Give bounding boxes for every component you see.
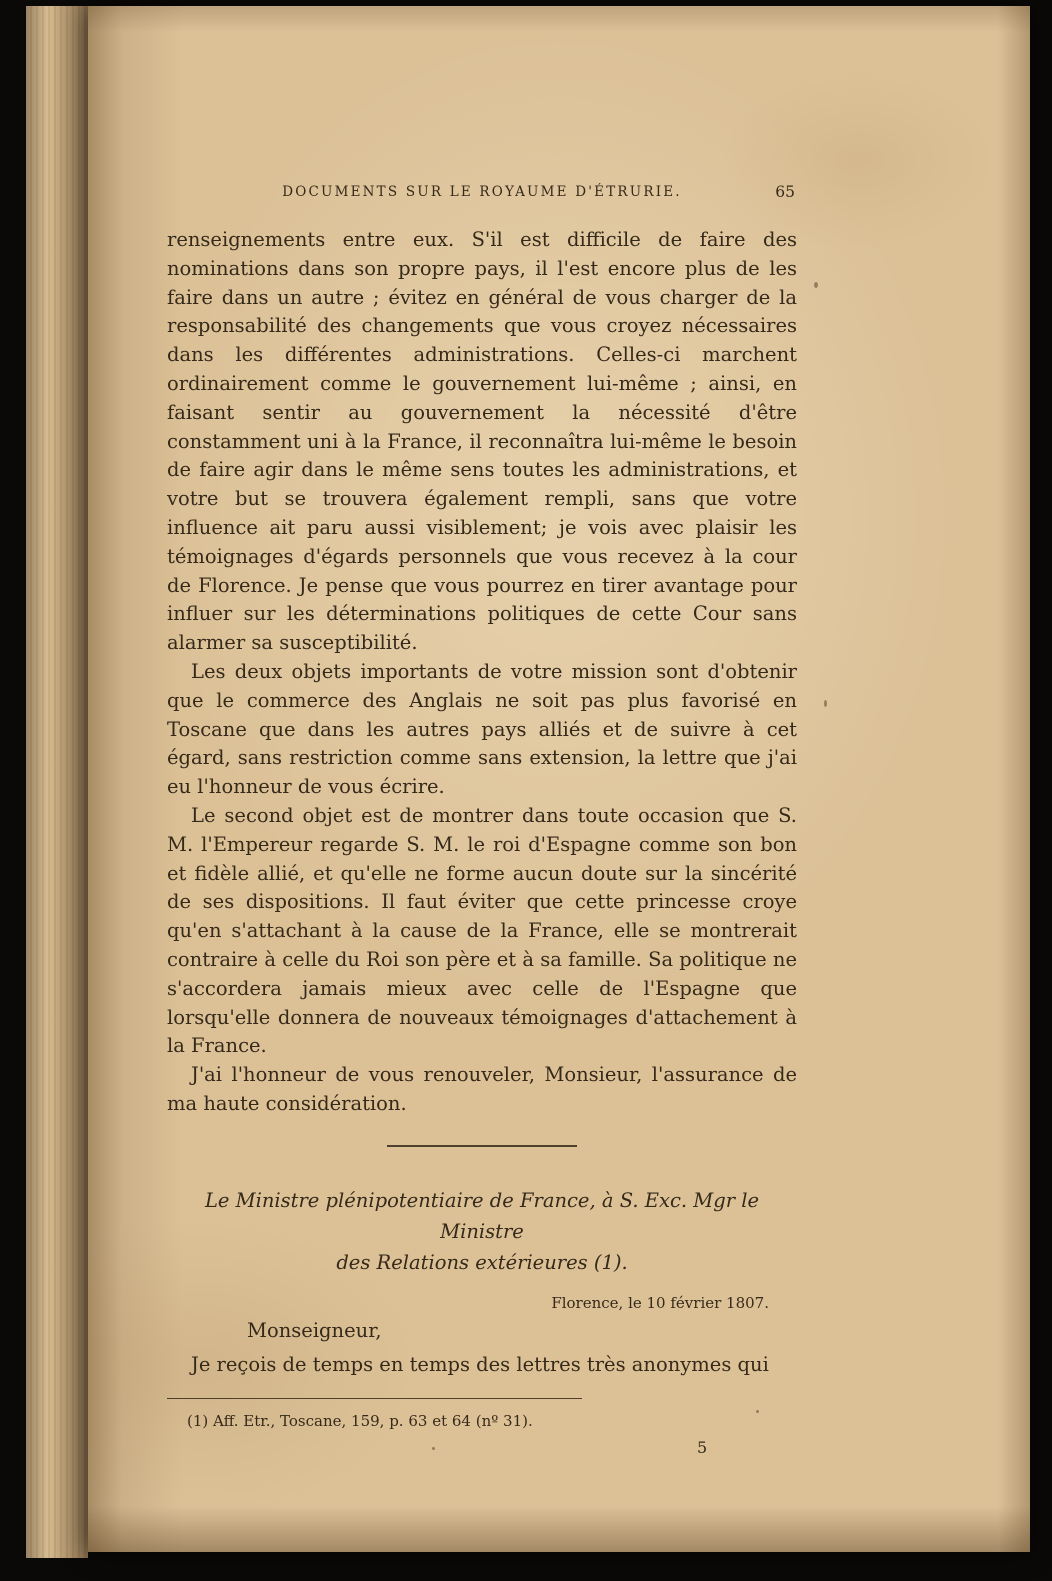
book-page-edges	[26, 6, 88, 1558]
letter-heading-line: Le Ministre plénipotentiaire de France, à S. Exc. Mgr le Ministre	[204, 1188, 760, 1243]
body-paragraph: Le second objet est de montrer dans toute occasion que S. M. l'Empereur regarde S. M. le roi d'Espagne comme son bon et fidèle allié, et qu'elle ne forme aucun doute sur la sincérité de ses dispositions. Il faut éviter que cette princesse croye qu'en s'attachant à la cause de la France, elle se montrerait contraire à celle du Roi son père et à sa famille. Sa politique ne s'accordera jamais mieux avec celle de l'Espagne que lorsqu'elle donnera de nouveaux témoignages d'attachement à la France.	[167, 803, 797, 1058]
scanned-page	[88, 6, 1030, 1552]
paper-speck	[756, 1410, 759, 1413]
letter-opening-line: Je reçois de temps en temps des lettres très anonymes qui	[191, 1352, 769, 1376]
paper-speck	[814, 282, 818, 288]
running-header	[167, 184, 797, 200]
page-number: 65	[775, 183, 795, 201]
letter-heading	[167, 1185, 797, 1278]
paper-speck	[432, 1447, 435, 1450]
body-paragraph: Les deux objets importants de votre mission sont d'obtenir que le commerce des Anglais ne soit pas plus favorisé en Toscane que dans les autres pays alliés et de suivre à cet égard, sans restriction comme sans extension, la lettre que j'ai eu l'honneur de vous écrire.	[167, 659, 797, 799]
gathering-signature-number: 5	[697, 1438, 708, 1457]
salutation: Monseigneur,	[247, 1318, 382, 1342]
footnote: (1) Aff. Etr., Toscane, 159, p. 63 et 64 (nº 31).	[187, 1412, 533, 1430]
dateline: Florence, le 10 février 1807.	[551, 1293, 769, 1312]
paper-speck	[824, 700, 827, 707]
letter-heading-line: des Relations extérieures (1).	[336, 1250, 628, 1274]
letter-body	[167, 226, 797, 1119]
running-header-title: DOCUMENTS SUR LE ROYAUME D'ÉTRURIE.	[282, 184, 682, 200]
footnote-rule	[167, 1398, 582, 1400]
text-block	[167, 184, 797, 1457]
section-divider-rule	[387, 1145, 577, 1147]
body-paragraph: renseignements entre eux. S'il est difficile de faire des nominations dans son propre pays, il l'est encore plus de les faire dans un autre ; évitez en général de vous charger de la responsabilité des changements que vous croyez nécessaires dans les différentes administrations. Celles-ci marchent ordinairement comme le gouvernement lui-même ; ainsi, en faisant sentir au gouvernement la nécessité d'être constamment uni à la France, il reconnaîtra lui-même le besoin de faire agir dans le même sens toutes les administrations, et votre but se trouvera également rempli, sans que votre influence ait paru aussi visiblement; je vois avec plaisir les témoignages d'égards personnels que vous recevez à la cour de Florence. Je pense que vous pourrez en tirer avantage pour influer sur les déterminations politiques de cette Cour sans alarmer sa susceptibilité.	[167, 228, 797, 655]
body-paragraph: J'ai l'honneur de vous renouveler, Monsieur, l'assurance de ma haute considération.	[167, 1063, 797, 1115]
